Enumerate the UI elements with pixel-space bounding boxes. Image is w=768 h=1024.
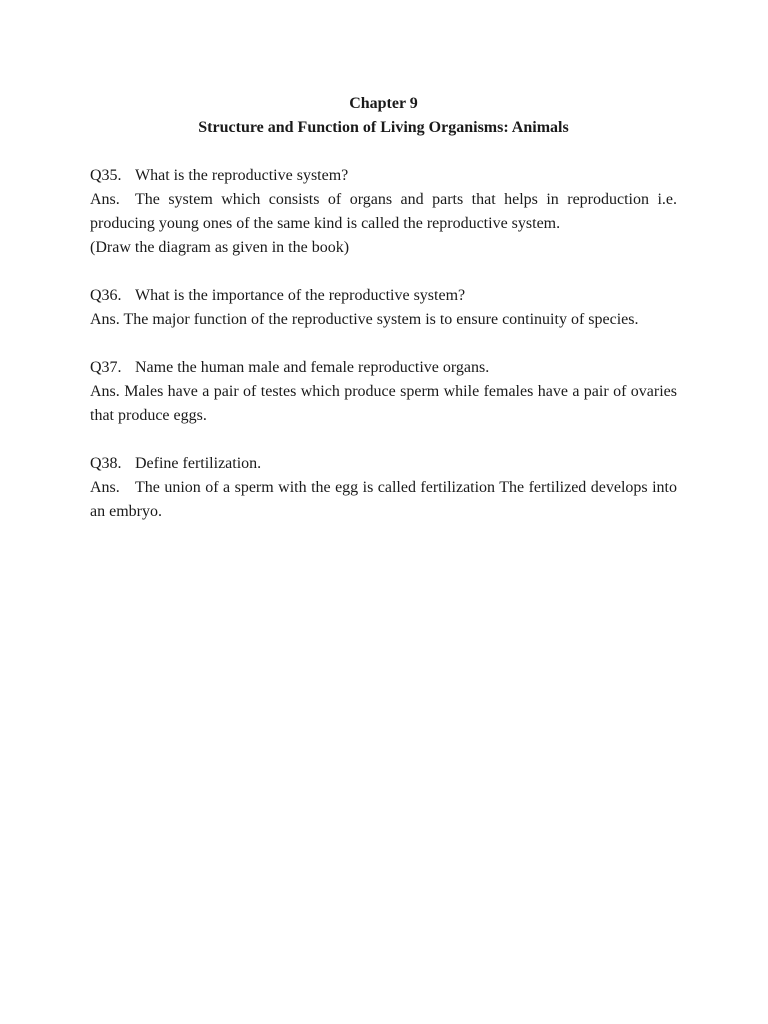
answer-paragraph bbox=[90, 308, 677, 332]
answer-prefix: Ans. bbox=[90, 479, 120, 496]
question-block-q35 bbox=[90, 164, 677, 260]
answer-text: Males have a pair of testes which produce sperm while females have a pair of ovaries that produce eggs. bbox=[90, 383, 678, 424]
question-number: Q38. bbox=[90, 455, 122, 472]
question-block-q36 bbox=[90, 284, 677, 332]
answer-prefix: Ans. bbox=[90, 383, 120, 400]
document-page bbox=[90, 92, 677, 524]
question-text: What is the importance of the reproductive system? bbox=[135, 287, 466, 304]
question-line bbox=[90, 356, 677, 380]
question-line bbox=[90, 452, 677, 476]
question-block-q37 bbox=[90, 356, 677, 428]
chapter-number: Chapter 9 bbox=[349, 95, 418, 112]
answer-paragraph bbox=[90, 380, 677, 428]
answer-prefix: Ans. bbox=[90, 311, 120, 328]
chapter-title: Structure and Function of Living Organisms: Animals bbox=[198, 119, 569, 136]
question-text: Define fertilization. bbox=[135, 455, 262, 472]
answer-paragraph bbox=[90, 476, 677, 524]
question-text: Name the human male and female reproductive organs. bbox=[135, 359, 490, 376]
question-number: Q37. bbox=[90, 359, 122, 376]
question-number: Q35. bbox=[90, 167, 122, 184]
answer-note: (Draw the diagram as given in the book) bbox=[90, 239, 350, 256]
answer-text: The system which consists of organs and parts that helps in reproduction i.e. producing young ones of the same kind is called the reproductive system. bbox=[90, 191, 677, 232]
answer-prefix: Ans. bbox=[90, 191, 120, 208]
answer-text: The major function of the reproductive system is to ensure continuity of species. bbox=[123, 311, 639, 328]
answer-text: The union of a sperm with the egg is called fertilization The fertilized develops into an embryo. bbox=[90, 479, 677, 520]
question-block-q38 bbox=[90, 452, 677, 524]
question-number: Q36. bbox=[90, 287, 122, 304]
question-line bbox=[90, 284, 677, 308]
question-line bbox=[90, 164, 677, 188]
question-text: What is the reproductive system? bbox=[135, 167, 349, 184]
chapter-heading bbox=[90, 92, 677, 140]
answer-paragraph bbox=[90, 188, 677, 236]
